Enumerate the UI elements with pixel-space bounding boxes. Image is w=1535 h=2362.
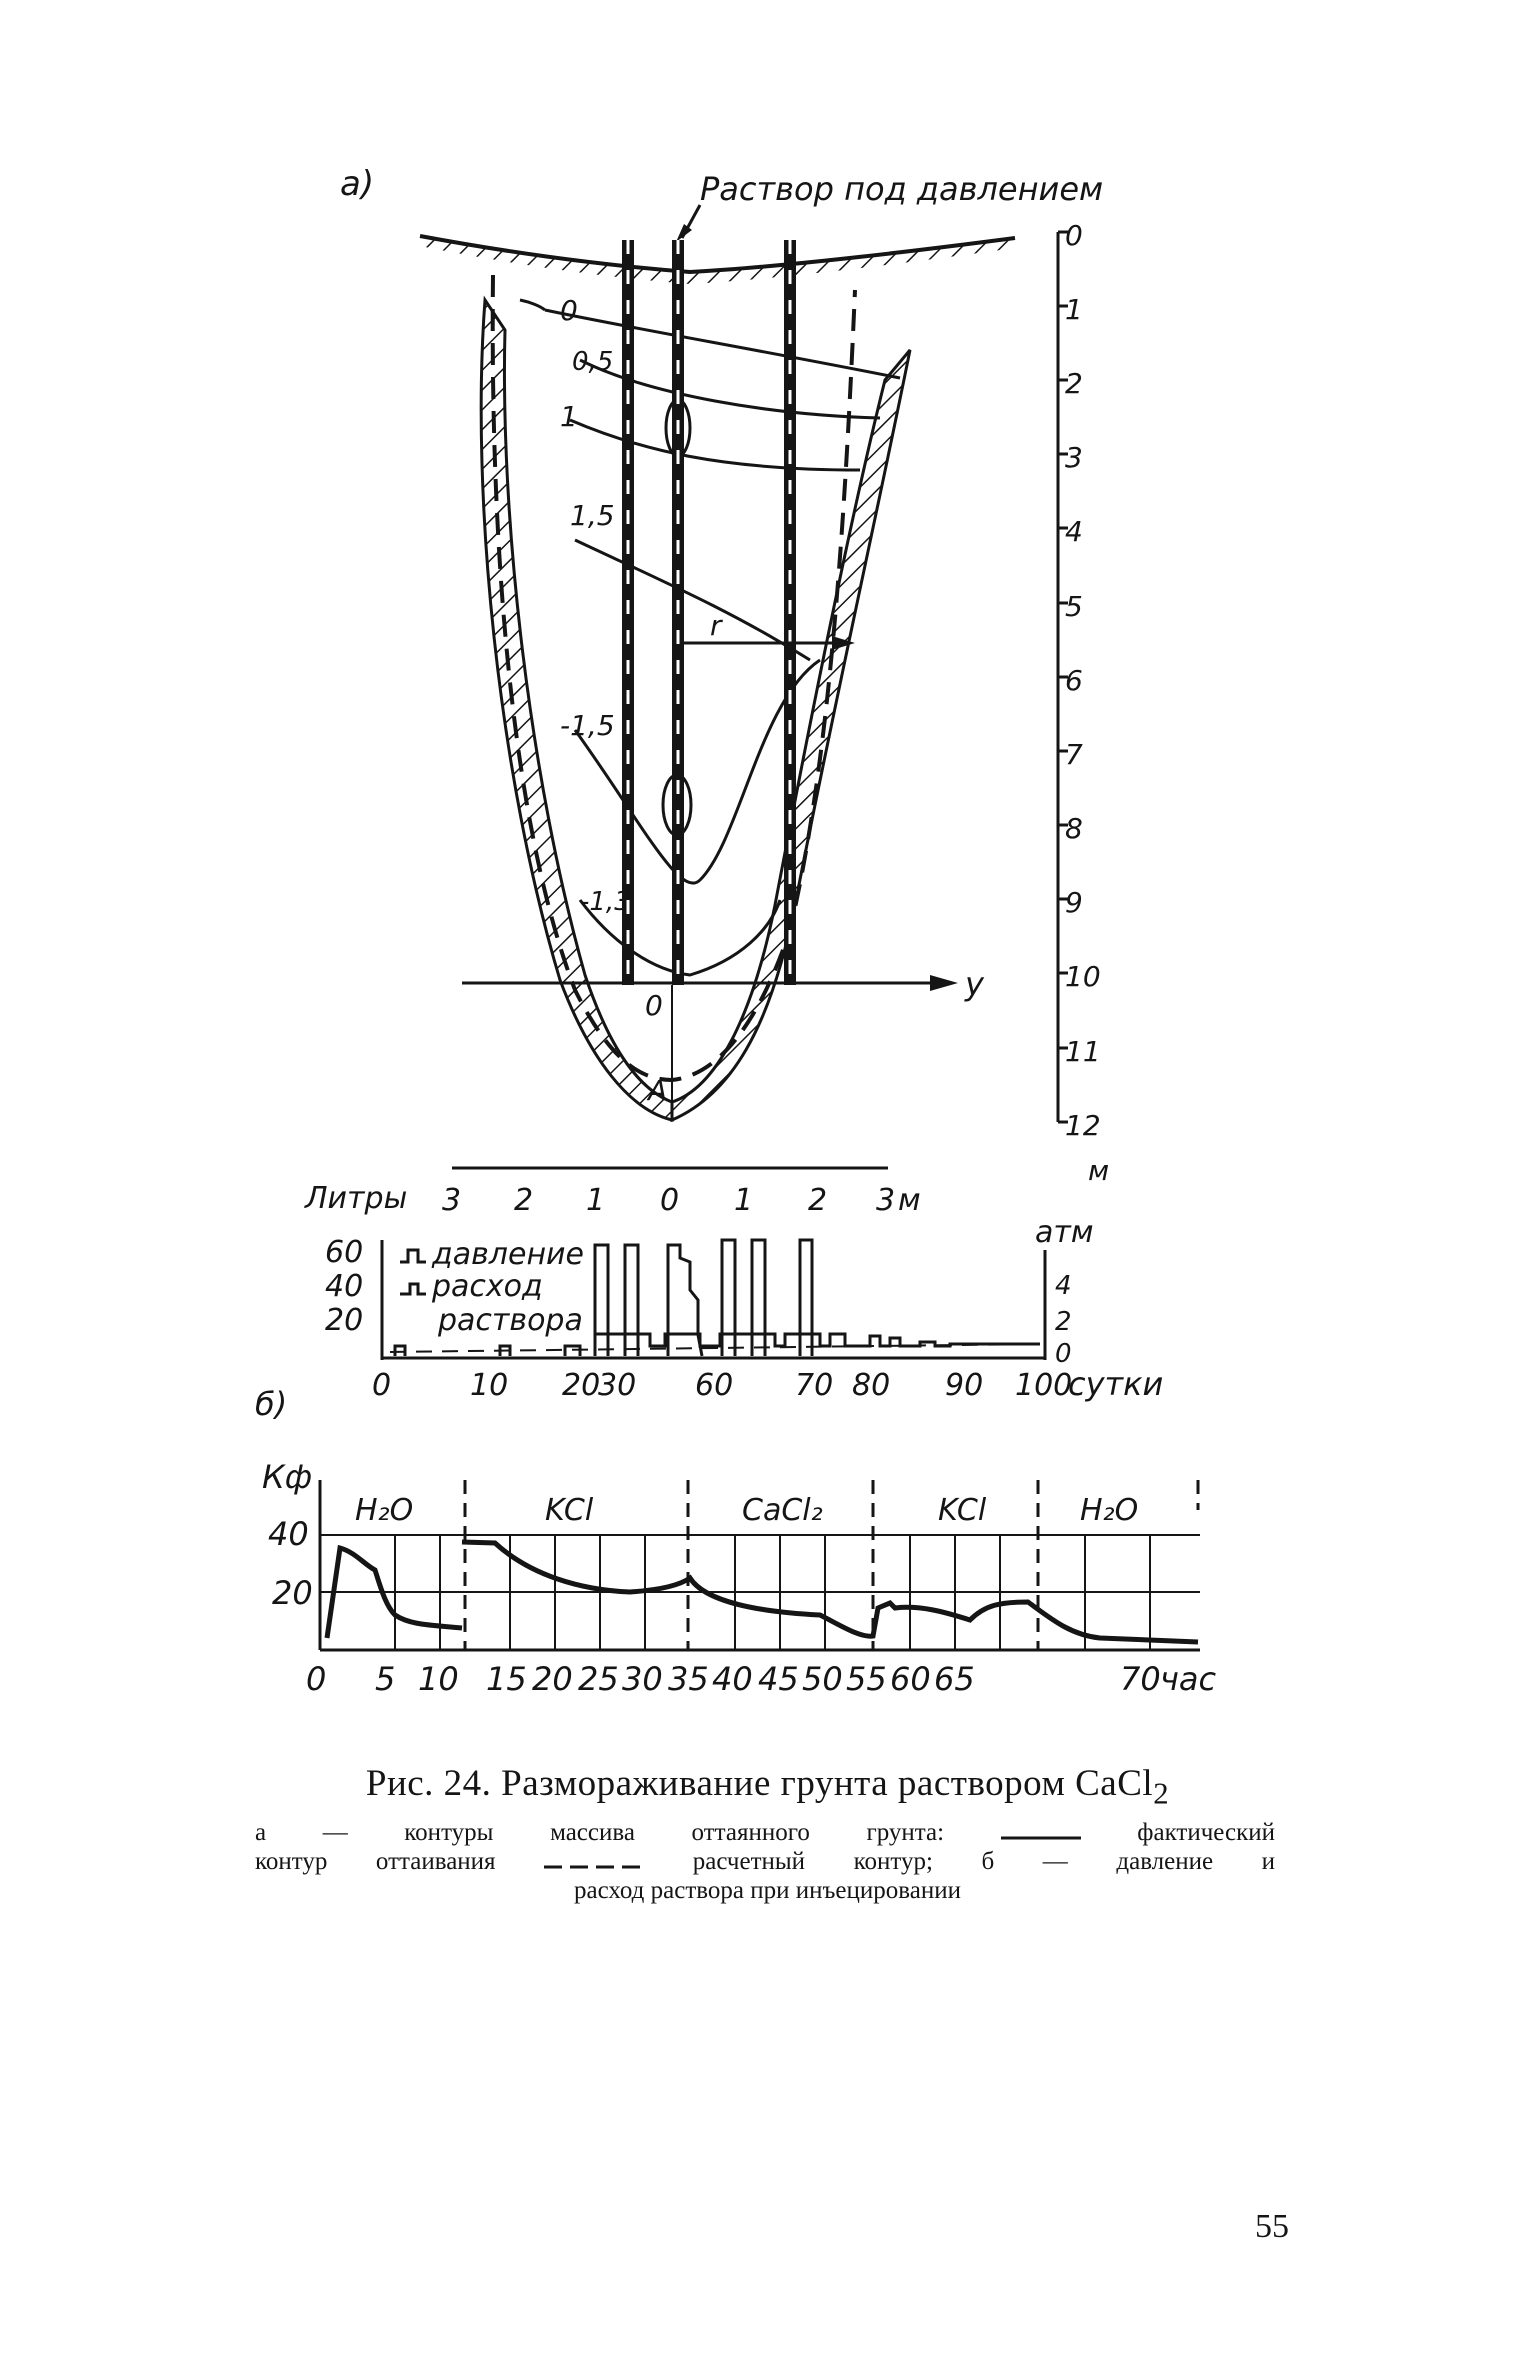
depth-label: 5 — [1065, 590, 1083, 623]
hours-axis-labels — [306, 1660, 1161, 1698]
left-tick-label: 20 — [325, 1303, 364, 1338]
legend-contour-text: контур оттаивания — [255, 1848, 496, 1875]
depth-scale-labels — [1065, 219, 1101, 1142]
legend-actual-text: фактический — [1137, 1819, 1275, 1846]
contour-label-minus-1-5: -1,5 — [560, 709, 615, 742]
depth-label: 10 — [1065, 960, 1101, 993]
horizontal-label: 0 — [660, 1183, 680, 1218]
bottom-point-label: A — [648, 1074, 668, 1107]
segment-labels — [355, 1493, 1138, 1528]
depth-label: 12 — [1065, 1109, 1101, 1142]
hours-unit-label: час — [1160, 1660, 1217, 1698]
hours-tick-label: 65 — [934, 1660, 975, 1698]
right-tick-label: 2 — [1055, 1307, 1072, 1337]
figure-b-filtration-chart — [262, 1458, 1217, 1698]
hours-tick-label: 40 — [712, 1660, 753, 1698]
depth-unit: м — [1088, 1154, 1110, 1187]
horizontal-label: 2 — [514, 1183, 534, 1218]
segment-label-kcl: KCl — [938, 1493, 987, 1528]
pressure-pulses — [595, 1240, 812, 1356]
legend-flow-label-2: раствора — [438, 1303, 583, 1338]
segment-label-cacl2: CaCl₂ — [742, 1493, 823, 1528]
depth-label: 7 — [1065, 738, 1083, 771]
horizontal-label: 1 — [586, 1183, 606, 1218]
days-unit-label: сутки — [1068, 1365, 1164, 1403]
left-axis-unit-liters: Литры — [305, 1181, 408, 1216]
days-tick-label: 10 — [470, 1368, 509, 1403]
hours-tick-label: 15 — [486, 1660, 527, 1698]
panel-label-b: б) — [255, 1385, 288, 1423]
days-axis-labels — [372, 1368, 1072, 1403]
right-axis-unit-atm: атм — [1035, 1215, 1094, 1250]
horizontal-label: 3 — [442, 1183, 462, 1218]
legend-calculated-text: расчетный контур; — [692, 1848, 933, 1875]
kf-tick-label: 20 — [272, 1574, 313, 1612]
leader-0 — [520, 300, 545, 310]
contour-label-0: 0 — [560, 294, 578, 327]
segment-label-h2o: H₂O — [1080, 1493, 1139, 1528]
hours-tick-label: 5 — [375, 1660, 396, 1698]
contour-label-0-5: 0,5 — [572, 347, 614, 377]
depth-label: 0 — [1065, 219, 1083, 252]
days-tick-label: 90 — [945, 1368, 984, 1403]
ground-surface-hatch — [420, 236, 1015, 284]
left-tick-label: 40 — [325, 1269, 364, 1304]
right-tick-label: 0 — [1055, 1339, 1072, 1369]
depth-label: 8 — [1065, 812, 1083, 845]
left-tick-label: 60 — [325, 1235, 364, 1270]
solution-under-pressure-label: Раствор под давлением — [700, 170, 1104, 208]
horizontal-unit: м — [898, 1183, 921, 1218]
origin-label: 0 — [645, 989, 663, 1022]
hours-tick-label: 45 — [758, 1660, 799, 1698]
hours-tick-label: 10 — [418, 1660, 459, 1698]
segment-label-kcl: KCl — [545, 1493, 594, 1528]
figure-caption-title — [0, 1762, 1535, 1811]
depth-label: 2 — [1065, 367, 1083, 400]
days-tick-label: 30 — [598, 1368, 637, 1403]
caption-legend-line-3: расход раствора при инъецировании — [573, 1877, 961, 1904]
segment-label-h2o: H₂O — [355, 1493, 414, 1528]
hours-tick-label: 25 — [578, 1660, 619, 1698]
depth-label: 9 — [1065, 886, 1083, 919]
hours-tick-label: 50 — [802, 1660, 843, 1698]
legend-a-text: а — контуры массива оттаянного грунта: — [255, 1819, 945, 1846]
days-tick-label: 70 — [795, 1368, 834, 1403]
depth-label: 4 — [1065, 515, 1083, 548]
legend-b-text: б — давление и — [981, 1848, 1276, 1875]
hours-tick-label: 20 — [532, 1660, 573, 1698]
isoline-1 — [570, 420, 860, 470]
caption-legend-line-2 — [255, 1847, 1275, 1878]
right-tick-label: 4 — [1055, 1271, 1072, 1301]
days-tick-label: 0 — [372, 1368, 392, 1403]
depth-label: 6 — [1065, 664, 1083, 697]
legend-pressure-label: давление — [432, 1237, 585, 1272]
hours-tick-label: 55 — [846, 1660, 887, 1698]
y-axis-label: y — [965, 965, 984, 1003]
horizontal-label: 2 — [808, 1183, 828, 1218]
radius-label: r — [710, 609, 722, 642]
caption-title-text: Рис. 24. Размораживание грунта раствором CaCl — [365, 1763, 1154, 1804]
depth-label: 1 — [1065, 293, 1083, 326]
hours-tick-label: 70 — [1120, 1660, 1161, 1698]
kf-axis-label: Кф — [262, 1458, 313, 1496]
horizontal-label: 3 — [876, 1183, 896, 1218]
legend-pressure-symbol — [400, 1250, 426, 1262]
figure-b-pressure-flow-chart — [255, 1181, 1163, 1423]
hours-tick-label: 60 — [890, 1660, 931, 1698]
horizontal-label: 1 — [734, 1183, 754, 1218]
caption-title-subscript: 2 — [1153, 1776, 1170, 1811]
legend-flow-label: расход — [432, 1269, 543, 1304]
panel-label-a: а) — [340, 164, 375, 204]
days-tick-label: 20 — [562, 1368, 601, 1403]
hours-tick-label: 30 — [622, 1660, 663, 1698]
days-tick-label: 80 — [852, 1368, 891, 1403]
contour-label-1-5: 1,5 — [570, 499, 615, 532]
left-axis-ticks — [325, 1235, 363, 1338]
right-axis-ticks — [1055, 1271, 1072, 1369]
depth-label: 3 — [1065, 441, 1083, 474]
contour-label-minus-1-3: -1,3 — [580, 887, 631, 917]
horizontal-scale-labels — [442, 1183, 895, 1218]
dashed-line-symbol — [544, 1849, 644, 1878]
hours-tick-label: 35 — [668, 1660, 709, 1698]
contour-label-1: 1 — [560, 400, 578, 433]
legend-flow-symbol — [400, 1284, 426, 1294]
hours-tick-label: 0 — [306, 1660, 327, 1698]
kf-tick-label: 40 — [268, 1515, 309, 1553]
figure-a-thaw-contours — [340, 164, 1109, 1218]
solid-line-symbol — [1001, 1820, 1081, 1849]
isoline-minus-1-5 — [575, 660, 820, 883]
caption-legend-line-1 — [255, 1818, 1275, 1849]
days-tick-label: 60 — [695, 1368, 734, 1403]
page-number: 55 — [1255, 2208, 1289, 2245]
y-axis-arrowhead — [930, 975, 958, 991]
days-tick-label: 100 — [1015, 1368, 1073, 1403]
depth-label: 11 — [1065, 1035, 1101, 1068]
